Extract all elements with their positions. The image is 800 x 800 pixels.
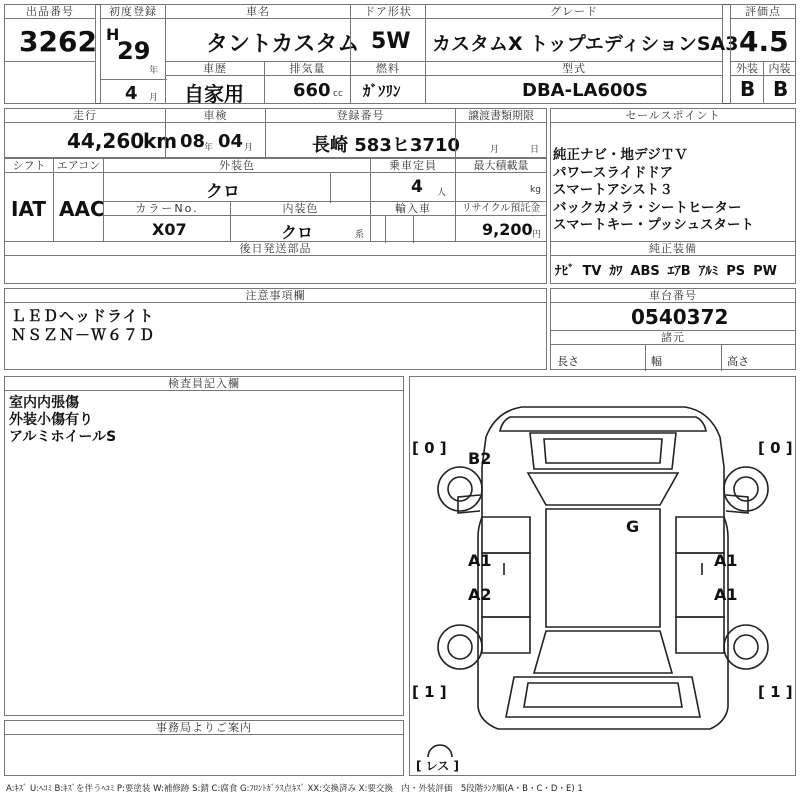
shift-label: シフト bbox=[5, 159, 53, 173]
sales-points-cell bbox=[550, 108, 796, 242]
capacity-cell bbox=[370, 158, 456, 202]
mark-a1-left: A1 bbox=[468, 551, 492, 570]
door-value: 5W bbox=[371, 29, 411, 54]
transfer-month-unit: 月 bbox=[490, 145, 500, 155]
specs-height: 高さ bbox=[727, 355, 749, 368]
car-name-value: タントカスタム bbox=[206, 32, 360, 57]
mark-a1-right-rear: A1 bbox=[714, 585, 738, 604]
car-name-cell bbox=[165, 4, 360, 62]
first-reg-era: H bbox=[106, 25, 120, 44]
first-reg-month-unit: 月 bbox=[149, 93, 159, 103]
displacement-unit: cc bbox=[333, 89, 343, 99]
equipment-list bbox=[555, 260, 785, 279]
lot-empty-cell bbox=[4, 61, 96, 104]
model-value: DBA-LA600S bbox=[522, 80, 648, 101]
exterior-grade-cell bbox=[730, 61, 764, 104]
interior-color-cell bbox=[230, 201, 371, 242]
displacement-cell bbox=[264, 61, 351, 104]
first-reg-month: 4 bbox=[125, 83, 138, 104]
office-label: 事務局よりご案内 bbox=[5, 721, 403, 735]
inspection-year: 08 bbox=[180, 131, 206, 152]
registration-label: 登録番号 bbox=[266, 109, 455, 123]
score-cell bbox=[730, 4, 796, 62]
interior-grade-cell bbox=[763, 61, 796, 104]
registration-cell bbox=[265, 108, 460, 158]
grade-label: グレード bbox=[426, 5, 722, 19]
sales-point-line: スマートキー・プッシュスタート bbox=[553, 217, 755, 233]
door-label: ドア形状 bbox=[351, 5, 425, 19]
equipment-cell bbox=[550, 241, 796, 284]
sales-points-list bbox=[553, 147, 754, 235]
max-load-unit: kg bbox=[530, 185, 541, 195]
sales-point-line: バックカメラ・シートヒーター bbox=[553, 199, 742, 216]
import-cell bbox=[370, 201, 456, 242]
first-reg-label: 初度登録 bbox=[101, 5, 165, 19]
capacity-label: 乗車定員 bbox=[371, 159, 455, 173]
note-line: ＮＳＺＮ－Ｗ６７Ｄ bbox=[11, 326, 156, 344]
displacement-label: 排気量 bbox=[265, 62, 350, 76]
chassis-value: 0540372 bbox=[631, 305, 729, 329]
spare-tire: [ レス ] bbox=[416, 759, 459, 773]
score-value: 4.5 bbox=[739, 25, 789, 58]
notes-label: 注意事項欄 bbox=[5, 289, 546, 303]
legend: A:ｷｽﾞ U:ﾍｺﾐ B:ｷｽﾞを伴うﾍｺﾐ P:要塗装 W:補修跡 S:錆 C:腐食 G:ﾌﾛﾝﾄｶﾞﾗｽ点ｷｽﾞ XX:交換済み X:要交換 内・外装評価 5段階ﾗﾝｸ順(A・B・C・D・E) 1 bbox=[6, 784, 583, 794]
car-name-label: 車名 bbox=[166, 5, 350, 19]
notes-cell bbox=[4, 288, 547, 370]
mileage-label: 走行 bbox=[5, 109, 165, 123]
mark-a2-left: A2 bbox=[468, 585, 492, 604]
chassis-label: 車台番号 bbox=[551, 289, 795, 303]
displacement-value: 660 bbox=[293, 80, 331, 101]
sales-point-line: 純正ナビ・地デジＴＶ bbox=[553, 147, 688, 163]
mark-b2: B2 bbox=[468, 449, 492, 468]
tire-front-left: [ 0 ] bbox=[412, 439, 447, 457]
capacity-value: 4 bbox=[411, 177, 423, 197]
equipment-item: TV bbox=[582, 264, 602, 279]
equipment-item: ﾅﾋﾞ bbox=[555, 264, 575, 279]
score-label: 評価点 bbox=[731, 5, 795, 19]
interior-color-label: 内装色 bbox=[231, 202, 370, 216]
equipment-item: ｶﾜ bbox=[609, 264, 623, 279]
interior-color-unit: 系 bbox=[355, 230, 365, 240]
chassis-cell bbox=[550, 288, 796, 331]
equipment-label: 純正装備 bbox=[551, 242, 795, 256]
mileage-unit: km bbox=[143, 129, 178, 153]
lot-cell bbox=[4, 4, 96, 62]
interior-grade-value: B bbox=[773, 77, 789, 101]
inspection-year-unit: 年 bbox=[204, 143, 214, 153]
aircon-label: エアコン bbox=[54, 159, 103, 173]
max-load-label: 最大積載量 bbox=[456, 159, 546, 173]
car-diagram bbox=[409, 376, 796, 776]
office-cell bbox=[4, 720, 404, 776]
mark-g: G bbox=[626, 517, 640, 536]
exterior-grade-value: B bbox=[740, 77, 756, 101]
capacity-unit: 人 bbox=[437, 188, 447, 198]
equipment-item: PS bbox=[726, 264, 746, 279]
transfer-day-unit: 日 bbox=[530, 145, 540, 155]
inspector-label: 検査員記入欄 bbox=[5, 377, 403, 391]
door-cell bbox=[350, 4, 426, 62]
first-reg-cell bbox=[100, 4, 166, 104]
shift-cell bbox=[4, 158, 54, 242]
grade-cell bbox=[425, 4, 739, 62]
notes-list bbox=[11, 307, 155, 345]
color-no-label: カラーNo. bbox=[104, 202, 230, 216]
lot-label: 出品番号 bbox=[5, 5, 95, 19]
registration-value: 長崎 583ヒ3710 bbox=[312, 135, 460, 156]
max-load-cell bbox=[455, 158, 547, 202]
note-line: ＬＥＤヘッドライト bbox=[11, 307, 155, 325]
tire-rear-left: [ 1 ] bbox=[412, 683, 447, 701]
later-parts-label: 後日発送部品 bbox=[5, 242, 546, 256]
mileage-cell bbox=[4, 108, 178, 158]
equipment-item: ｱﾙﾐ bbox=[698, 264, 719, 279]
fuel-cell bbox=[350, 61, 426, 104]
shift-value: IAT bbox=[11, 197, 47, 221]
recycle-unit: 円 bbox=[532, 230, 542, 240]
car-outline-svg bbox=[410, 377, 797, 777]
inspector-cell bbox=[4, 376, 404, 716]
first-reg-year: 29 bbox=[117, 37, 151, 65]
recycle-label: リサイクル預託金 bbox=[456, 202, 546, 216]
inspector-line: 外装小傷有り bbox=[9, 412, 93, 428]
color-cell bbox=[103, 158, 371, 202]
specs-width: 幅 bbox=[651, 355, 662, 368]
equipment-item: ABS bbox=[630, 264, 660, 279]
specs-length: 長さ bbox=[557, 355, 579, 368]
exterior-grade-label: 外装 bbox=[731, 62, 763, 76]
later-parts-cell bbox=[4, 241, 547, 284]
specs-cell bbox=[550, 330, 796, 370]
fuel-value: ｶﾞｿﾘﾝ bbox=[363, 82, 401, 100]
inspector-line: アルミホイールS bbox=[9, 429, 117, 445]
tire-front-right: [ 0 ] bbox=[758, 439, 793, 457]
color-value: クロ bbox=[206, 182, 240, 202]
model-label: 型式 bbox=[426, 62, 722, 76]
color-no-value: X07 bbox=[152, 220, 187, 239]
inspector-line: 室内内張傷 bbox=[9, 395, 79, 411]
fuel-label: 燃料 bbox=[351, 62, 425, 76]
mark-a1-right-front: A1 bbox=[714, 551, 738, 570]
history-label: 車歴 bbox=[166, 62, 264, 76]
inspection-cell bbox=[165, 108, 266, 158]
color-label: 外装色 bbox=[104, 159, 370, 173]
equipment-item: PW bbox=[753, 264, 777, 279]
sales-point-line: パワースライドドア bbox=[553, 164, 674, 181]
transfer-cell bbox=[455, 108, 547, 158]
sales-points-label: セールスポイント bbox=[551, 109, 795, 123]
inspector-list bbox=[9, 395, 116, 446]
lot-number: 3262 bbox=[19, 25, 97, 58]
mileage-value: 44,260 bbox=[67, 129, 145, 153]
model-cell bbox=[425, 61, 723, 104]
history-value: 自家用 bbox=[184, 82, 244, 106]
grade-value: カスタムX トップエディションSA3 bbox=[432, 33, 739, 55]
inspection-month-unit: 月 bbox=[244, 143, 254, 153]
tire-rear-right: [ 1 ] bbox=[758, 683, 793, 701]
aircon-cell bbox=[53, 158, 104, 242]
equipment-item: ｴｱB bbox=[667, 264, 691, 279]
first-reg-year-unit: 年 bbox=[149, 66, 159, 76]
import-label: 輸入車 bbox=[371, 202, 455, 216]
inspection-month: 04 bbox=[218, 131, 244, 152]
interior-color-value: クロ bbox=[281, 223, 314, 242]
history-cell bbox=[165, 61, 265, 104]
specs-label: 諸元 bbox=[551, 331, 795, 345]
transfer-label: 譲渡書類期限 bbox=[456, 109, 546, 123]
aircon-value: AAC bbox=[59, 197, 105, 221]
interior-grade-label: 内装 bbox=[764, 62, 795, 76]
color-no-cell bbox=[103, 201, 231, 242]
recycle-value: 9,200 bbox=[482, 220, 533, 239]
sales-point-line: スマートアシスト３ bbox=[553, 182, 673, 198]
inspection-label: 車検 bbox=[166, 109, 265, 123]
recycle-cell bbox=[455, 201, 547, 242]
